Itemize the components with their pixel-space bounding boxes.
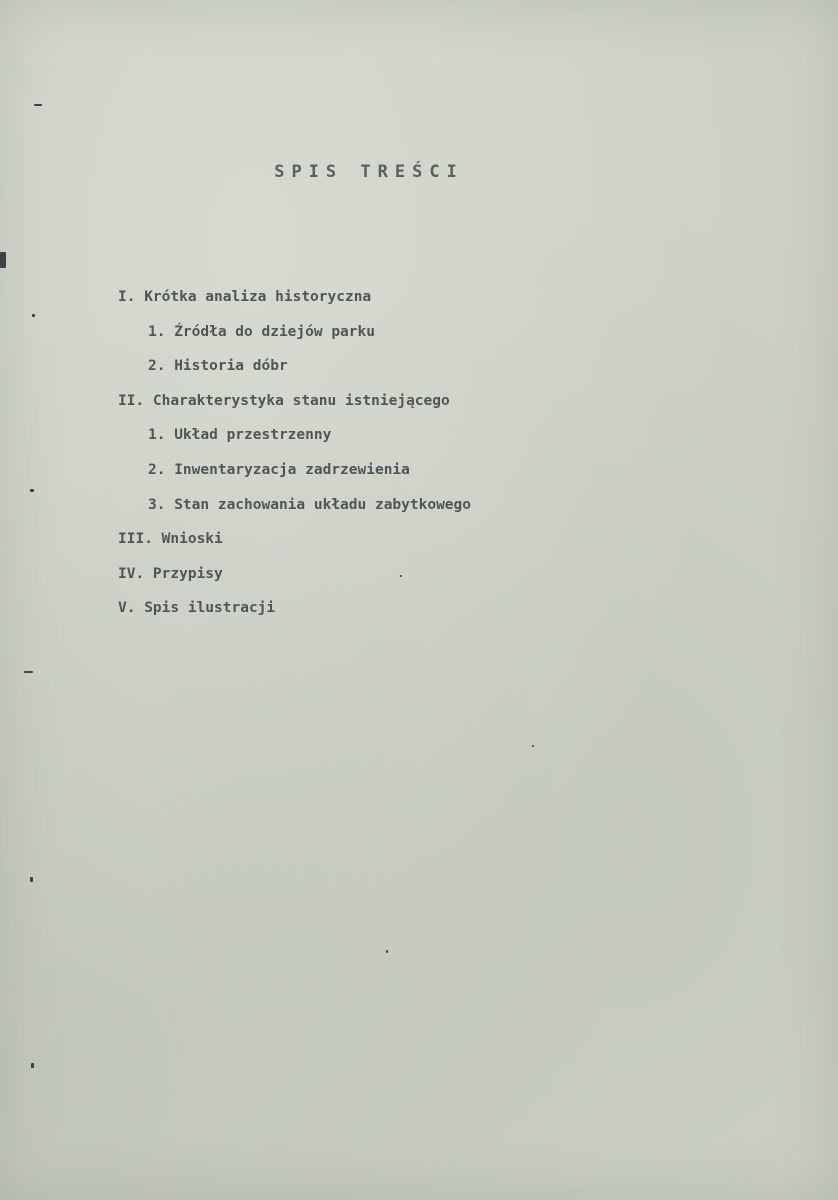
toc-item-section-2-2: 2. Inwentaryzacja zadrzewienia <box>148 461 410 478</box>
toc-item-section-1-2: 2. Historia dóbr <box>148 358 288 375</box>
toc-item-section-4: IV. Przypisy <box>118 565 223 582</box>
paper-speck <box>30 489 34 492</box>
paper-speck <box>30 877 33 882</box>
paper-speck <box>386 950 388 953</box>
toc-item-section-1: I. Krótka analiza historyczna <box>118 289 372 305</box>
table-of-contents <box>118 284 471 630</box>
paper-speck <box>24 671 33 673</box>
paper-speck <box>0 252 6 268</box>
toc-item-section-3: III. Wnioski <box>118 531 223 548</box>
paper-speck <box>400 575 402 577</box>
toc-item-section-1-1: 1. Źródła do dziejów parku <box>148 323 375 340</box>
paper-speck <box>532 745 534 747</box>
toc-item-section-2: II. Charakterystyka stanu istniejącego <box>118 392 450 409</box>
toc-item-section-2-1: 1. Układ przestrzenny <box>148 427 332 444</box>
paper-speck <box>34 104 42 106</box>
paper-speck <box>31 1063 34 1068</box>
toc-item-section-2-3: 3. Stan zachowania układu zabytkowego <box>148 496 472 513</box>
paper-speck <box>32 314 35 317</box>
page-title: SPIS TREŚCI <box>274 162 464 182</box>
toc-item-section-5: V. Spis ilustracji <box>118 600 276 617</box>
